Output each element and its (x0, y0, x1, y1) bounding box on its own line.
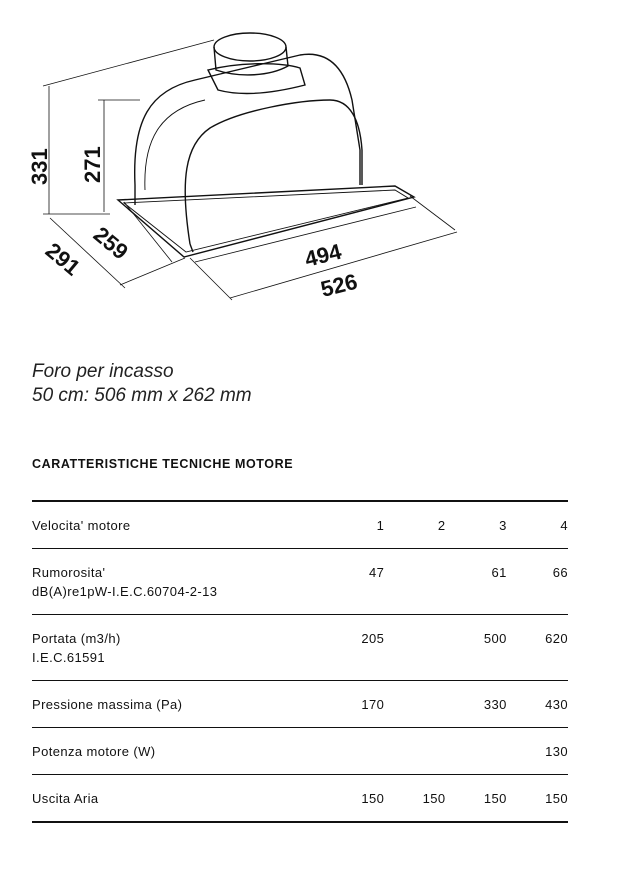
specs-table (32, 500, 568, 823)
row-value-v3: 500 (483, 631, 507, 646)
row-value-v1: 1 (376, 518, 385, 533)
row-value-v4: 4 (560, 518, 568, 533)
row-value-v1: 47 (369, 565, 385, 580)
table-row (32, 728, 568, 775)
row-value-v3 (446, 728, 507, 775)
table-row (32, 775, 568, 823)
row-value-v2 (384, 728, 445, 775)
row-label (32, 728, 323, 775)
row-value-v1: 205 (361, 631, 385, 646)
row-label-line-1: Uscita Aria (32, 791, 99, 806)
dim-total-depth: 291 (40, 237, 85, 281)
row-label (32, 681, 323, 728)
row-label-line-1: Velocita' motore (32, 518, 131, 533)
row-value-v2 (384, 681, 445, 728)
row-value-v2 (384, 615, 445, 681)
row-value-v4: 130 (545, 744, 568, 759)
technical-drawing (0, 0, 622, 320)
row-value-v3: 330 (483, 697, 507, 712)
row-value-v4: 66 (552, 565, 568, 580)
row-value-v3: 3 (499, 518, 507, 533)
row-value-v4: 620 (545, 631, 568, 646)
row-value-v1 (323, 728, 384, 775)
row-label-line-1: Potenza motore (W) (32, 744, 156, 759)
row-label-line-2: I.E.C.61591 (32, 650, 106, 665)
installation-note (32, 360, 252, 408)
row-value-v3: 150 (483, 791, 507, 806)
row-label (32, 775, 323, 823)
hood-outline (118, 33, 414, 257)
row-label-line-2: dB(A)re1pW-I.E.C.60704-2-13 (32, 584, 218, 599)
row-value-v1: 170 (361, 697, 385, 712)
row-value-v2: 2 (437, 518, 446, 533)
dim-body-depth: 259 (88, 221, 133, 265)
row-label-line-1: Portata (m3/h) (32, 631, 121, 646)
table-row (32, 615, 568, 681)
row-label (32, 549, 323, 615)
note-line-1: Foro per incasso (32, 361, 174, 382)
row-value-v2: 150 (422, 791, 446, 806)
table-row (32, 549, 568, 615)
row-label-line-1: Rumorosita' (32, 565, 106, 580)
dim-total-width: 526 (318, 268, 360, 302)
row-value-v4: 430 (545, 697, 568, 712)
row-value-v3: 61 (491, 565, 507, 580)
row-label (32, 615, 323, 681)
row-value-v1: 150 (361, 791, 385, 806)
note-line-2: 50 cm: 506 mm x 262 mm (32, 385, 252, 406)
table-row (32, 681, 568, 728)
dim-total-height: 331 (27, 148, 52, 185)
dim-body-width: 494 (302, 238, 344, 272)
row-label (32, 501, 323, 549)
dimension-lines (40, 40, 457, 300)
specs-title: CARATTERISTICHE TECNICHE MOTORE (32, 457, 294, 471)
table-row (32, 501, 568, 549)
row-value-v2 (384, 549, 445, 615)
dim-body-height: 271 (80, 146, 105, 183)
row-label-line-1: Pressione massima (Pa) (32, 697, 183, 712)
row-value-v4: 150 (545, 791, 568, 806)
